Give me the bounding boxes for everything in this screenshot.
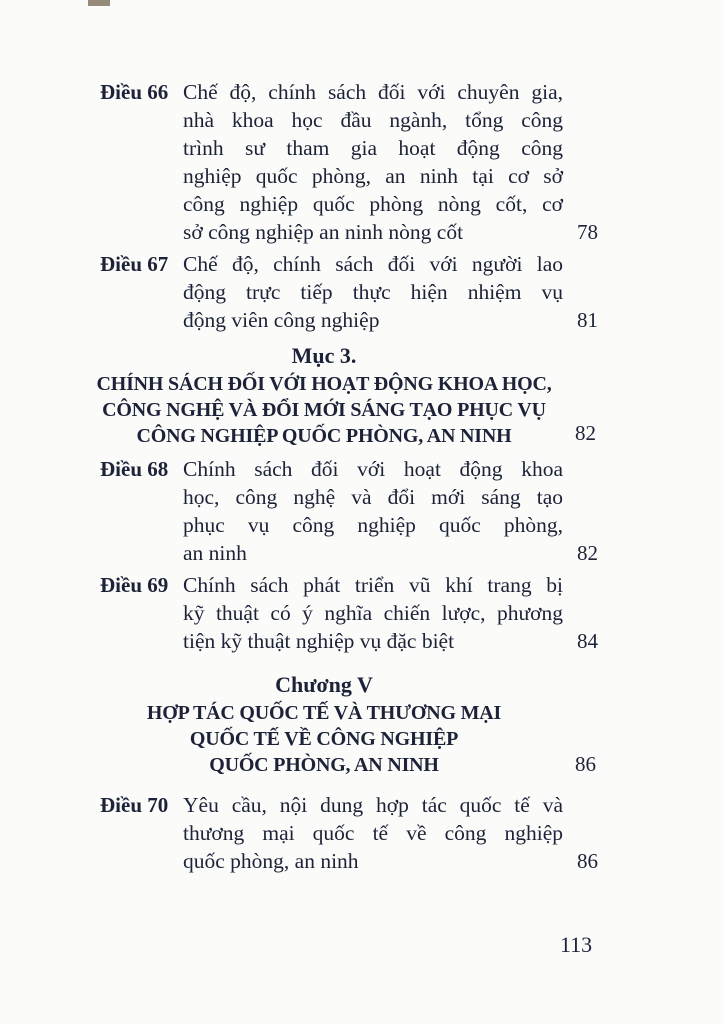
entry-line: trình sư tham gia hoạt động công — [183, 136, 563, 160]
section-heading-muc-3[interactable] — [88, 341, 560, 449]
page-ref: 86 — [575, 752, 596, 776]
entry-line: nghiệp quốc phòng, an ninh tại cơ sở — [183, 164, 563, 188]
entry-line: sở công nghiệp an ninh nòng cốt — [183, 220, 464, 244]
entry-line: tiện kỹ thuật nghiệp vụ đặc biệt — [183, 629, 455, 653]
toc-entry-dieu-68[interactable] — [100, 455, 598, 567]
entry-line: động trực tiếp thực hiện nhiệm vụ — [183, 280, 563, 304]
chapter-title-line: HỢP TÁC QUỐC TẾ VÀ THƯƠNG MẠI — [146, 702, 502, 724]
entry-line: Chế độ, chính sách đối với người lao — [183, 252, 563, 276]
entry-line: Yêu cầu, nội dung hợp tác quốc tế và — [183, 793, 563, 817]
toc-entry-dieu-66[interactable] — [100, 78, 598, 246]
entry-line: nhà khoa học đầu ngành, tổng công — [183, 108, 563, 132]
chapter-title-line: QUỐC TẾ VỀ CÔNG NGHIỆP — [189, 728, 459, 750]
page-number: 113 — [560, 932, 593, 957]
article-label: Điều 67 — [100, 252, 169, 276]
page-ref: 86 — [577, 849, 598, 873]
entry-line: quốc phòng, an ninh — [183, 849, 359, 873]
article-label: Điều 69 — [100, 573, 169, 597]
article-label: Điều 66 — [100, 80, 169, 104]
article-label: Điều 68 — [100, 457, 169, 481]
section-title-line: CHÍNH SÁCH ĐỐI VỚI HOẠT ĐỘNG KHOA HỌC, — [96, 373, 552, 395]
page-ref: 84 — [577, 629, 598, 653]
toc-entry-dieu-70[interactable] — [100, 791, 598, 875]
section-title-line: CÔNG NGHIỆP QUỐC PHÒNG, AN NINH — [136, 425, 512, 447]
page-ref: 81 — [577, 308, 598, 332]
chapter-heading-chuong-v[interactable] — [88, 670, 560, 778]
entry-line: phục vụ công nghiệp quốc phòng, — [183, 513, 563, 537]
entry-line: kỹ thuật có ý nghĩa chiến lược, phương — [183, 601, 563, 625]
entry-line: thương mại quốc tế về công nghiệp — [183, 821, 563, 845]
entry-line: động viên công nghiệp — [183, 308, 380, 332]
section-title-line: CÔNG NGHỆ VÀ ĐỔI MỚI SÁNG TẠO PHỤC VỤ — [102, 399, 546, 421]
entry-line: công nghiệp quốc phòng nòng cốt, cơ — [183, 192, 563, 216]
chapter-title-line: QUỐC PHÒNG, AN NINH — [209, 754, 439, 776]
section-number: Mục 3. — [291, 343, 357, 368]
entry-line: học, công nghệ và đổi mới sáng tạo — [183, 485, 563, 509]
entry-line: Chính sách phát triển vũ khí trang bị — [183, 573, 563, 597]
page-ref: 78 — [577, 220, 598, 244]
toc-entry-dieu-69[interactable] — [100, 571, 598, 655]
chapter-number: Chương V — [275, 672, 373, 697]
scan-artifact — [88, 0, 110, 6]
page-ref: 82 — [577, 541, 598, 565]
toc-entry-dieu-67[interactable] — [100, 250, 598, 334]
article-label: Điều 70 — [100, 793, 169, 817]
entry-line: Chính sách đối với hoạt động khoa — [183, 457, 563, 481]
entry-line: an ninh — [183, 541, 247, 565]
page-ref: 82 — [575, 421, 596, 445]
entry-line: Chế độ, chính sách đối với chuyên gia, — [183, 80, 563, 104]
